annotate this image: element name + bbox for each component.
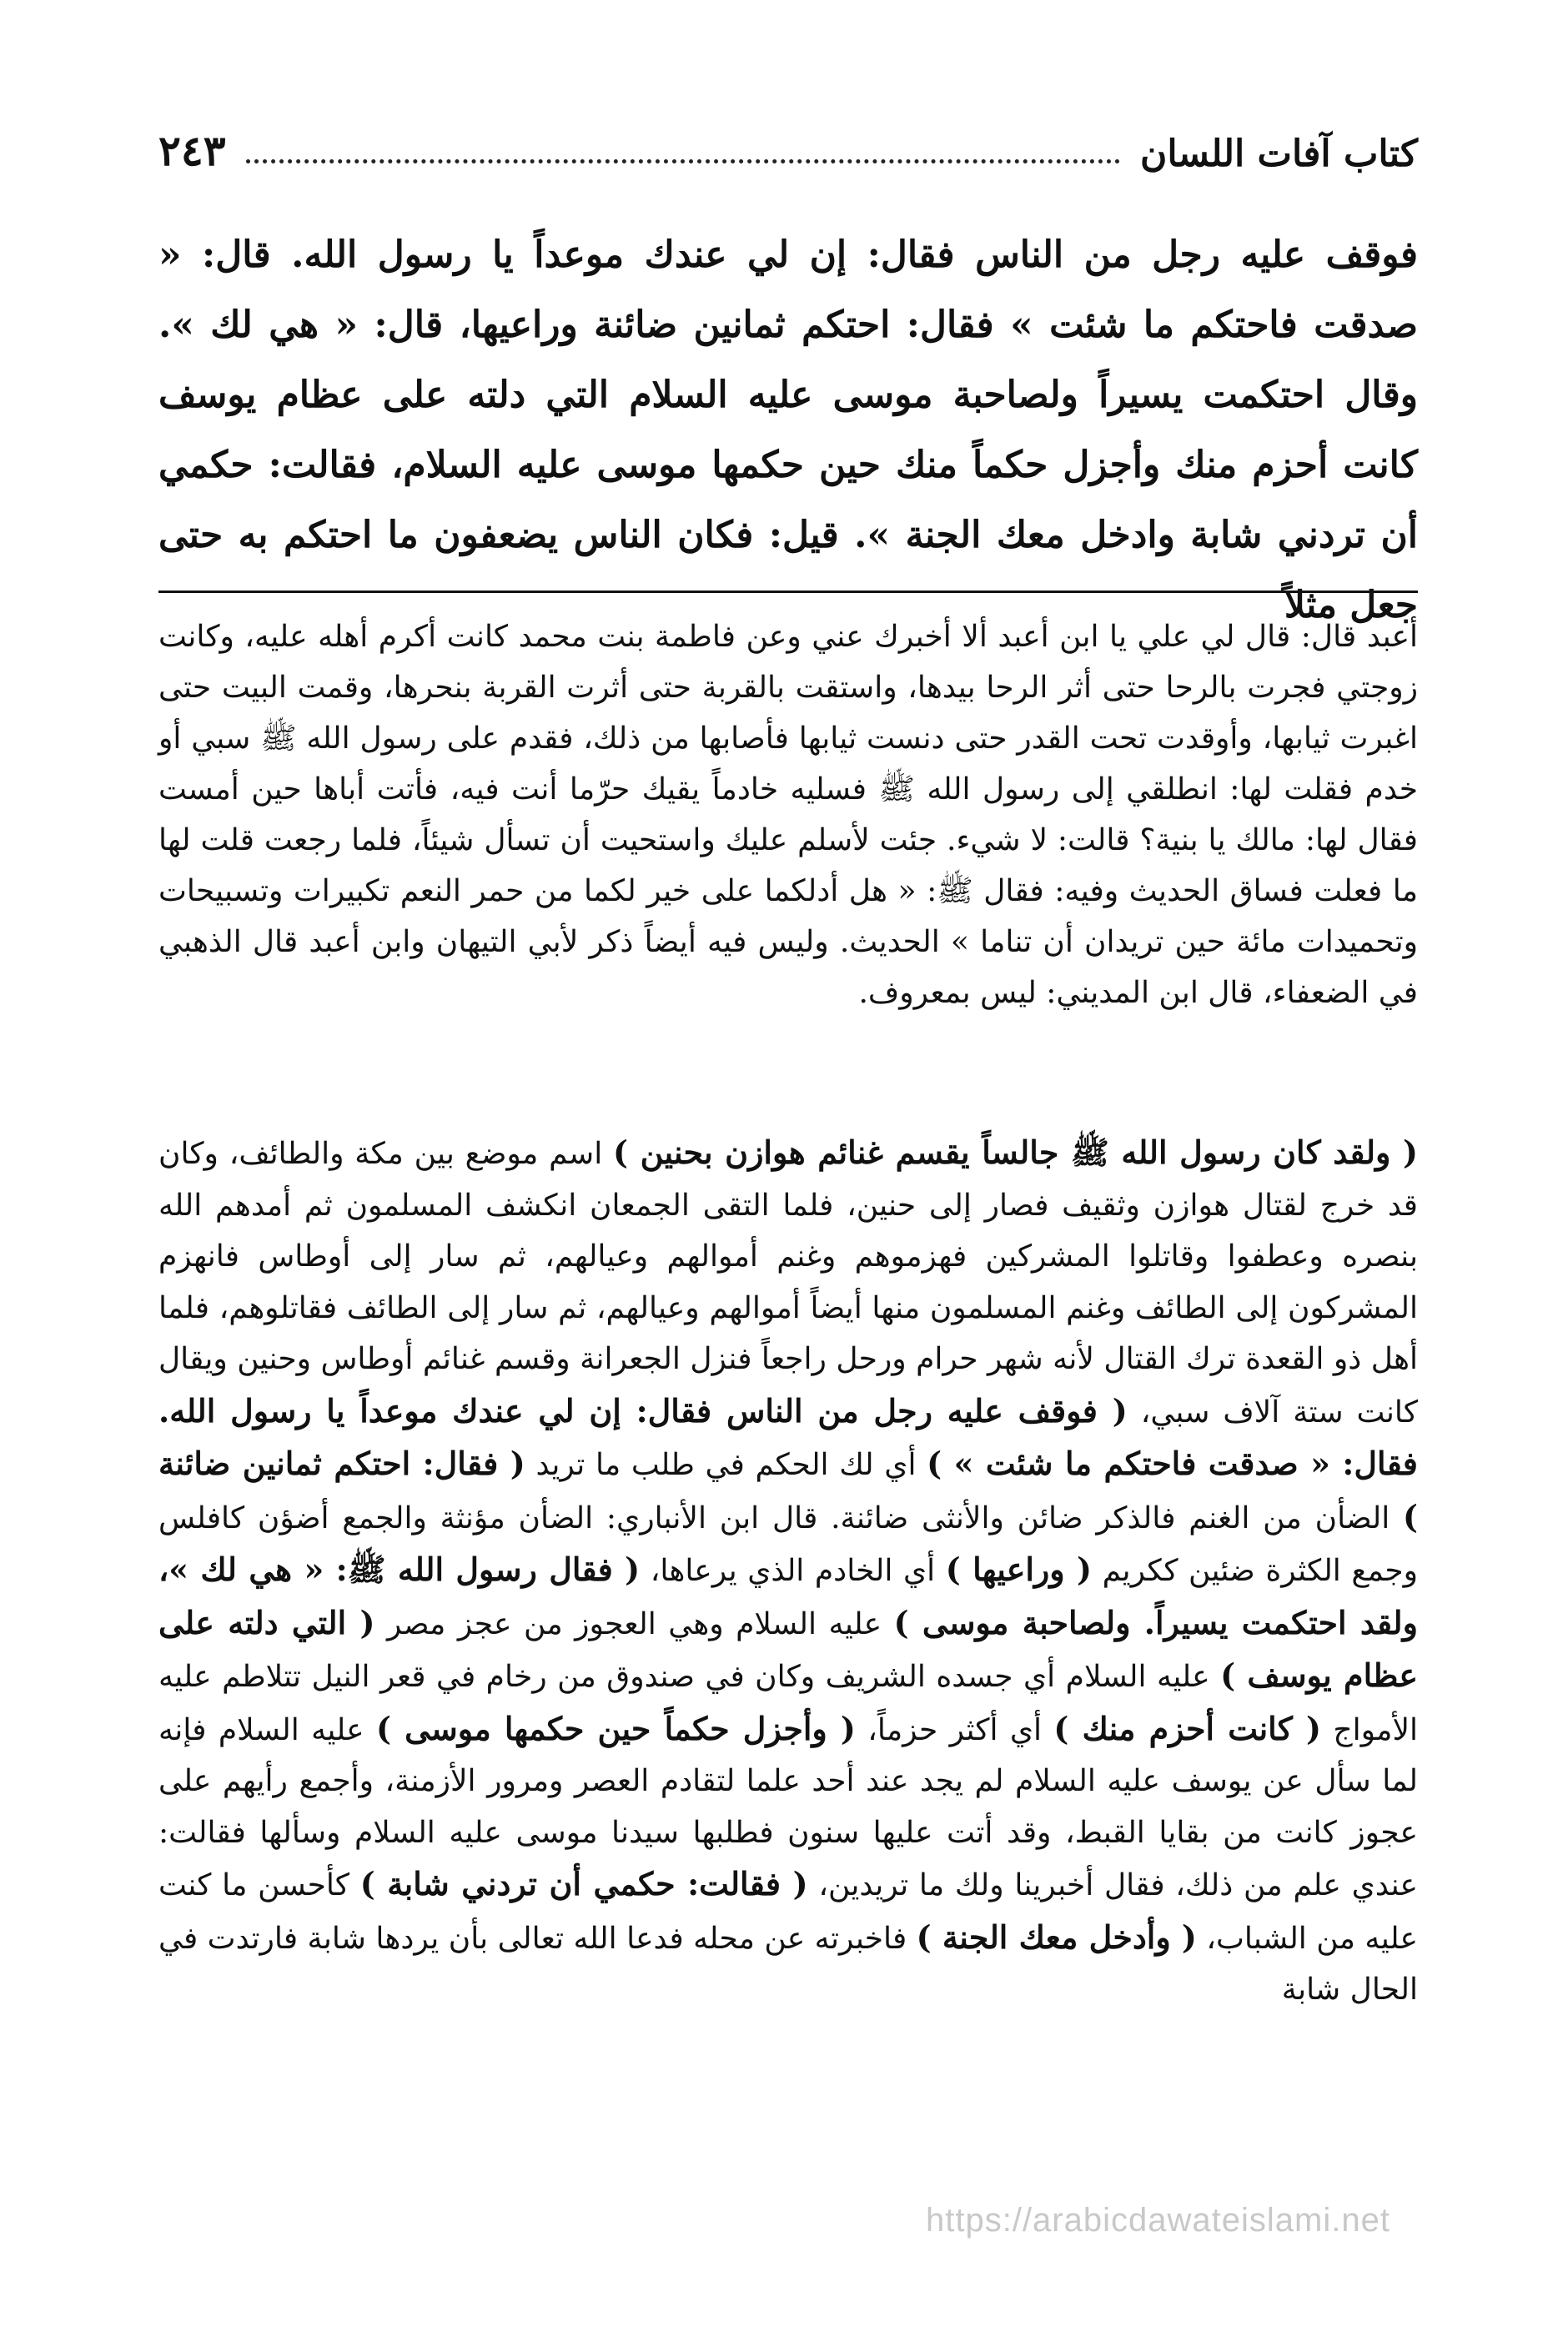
footnote-separator	[158, 591, 1418, 593]
quoted-hadith-text: ( وأدخل معك الجنة )	[916, 1917, 1197, 1956]
footnote-text: أعبد قال: قال لي علي يا ابن أعبد ألا أخبرك عني وعن فاطمة بنت محمد كانت أكرم أهله عليه، وكانت زوجتي فجرت بالرحا حتى أثر الرحا بيدها، واستقت بالقربة حتى أثرت القربة بنحرها، وقمت البيت حتى اغبرت ثيابها، وأوقدت تحت القدر حتى دنست ثيابها فأصابها من ذلك، فقدم على رسول الله ﷺ سبي أو خدم فقلت لها: انطلقي إلى رسول الله ﷺ فسليه خادماً يقيك حرّما أنت فيه، فأتت أباها حين أمست فقال لها: مالك يا بنية؟ قالت: لا شيء. جئت لأسلم عليك واستحيت أن تسأل شيئاً، فلما رجعت قلت لها ما فعلت فساق الحديث وفيه: فقال ﷺ: « هل أدلكما على خير لكما من حمر النعم تكبيرات وتسبيحات وتحميدات مائة حين تريدان أن تناما » الحديث. وليس فيه أيضاً ذكر لأبي التيهان وابن أعبد قال الذهبي في الضعفاء، قال ابن المديني: ليس بمعروف.	[158, 620, 1418, 1010]
book-title: كتاب آفات اللسان	[1140, 133, 1418, 175]
quoted-hadith-text: ( فقالت: حكمي أن تردني شابة )	[359, 1865, 808, 1902]
quoted-hadith-text: ( ولقد كان رسول الله ﷺ جالساً يقسم غنائم هوازن بحنين )	[613, 1133, 1418, 1171]
quoted-hadith-text: ( وأجزل حكماً حين حكمها موسى )	[376, 1709, 856, 1747]
page-number: ٢٤٣	[158, 126, 226, 175]
commentary-run: عليه السلام فإنه لما سأل عن يوسف عليه السلام لم يجد عند أحد علما لتقادم العصر ومرور الأزمنة، وأجمع رأيهم على عجوز كانت من بقايا القبط، وقد أتت عليها سنون فطلبها سيدنا موسى عليه السلام وسألها فقالت: عندي علم من ذلك، فقال أخبرينا ولك ما تريدين،	[158, 1712, 1419, 1902]
commentary-run: كأحسن ما كنت عليه من الشباب،	[158, 1868, 1418, 1956]
commentary-run: اسم موضع بين مكة والطائف، وكان قد خرج لقتال هوازن وثقيف فصار إلى حنين، فلما التقى الجمعان انكشف المسلمون ثم أمدهم الله بنصره وعطفوا وقاتلوا المشركين فهزموهم وغنم أموالهم وعيالهم، ثم سار إلى أوطاس فانهزم المشركون إلى الطائف وغنم المسلمون منها أيضاً أموالهم وعيالهم، ثم سار إلى الطائف فقاتلوهم، فلما أهل ذو القعدة ترك القتال لأنه شهر حرام ورحل راجعاً فنزل الجعرانة وقسم غنائم أوطاس وحنين ويقال كانت ستة آلاف سبي،	[158, 1137, 1418, 1430]
quoted-hadith-text: ( فقال رسول الله ﷺ: « هي لك »، ولقد احتكمت يسيراً. ولصاحبة موسى )	[158, 1550, 1418, 1641]
commentary-run: أي لك الحكم في طلب ما تريد	[525, 1448, 927, 1482]
quoted-hadith-text: ( وراعيها )	[945, 1550, 1092, 1588]
watermark-url: https://arabicdawateislami.net	[926, 2202, 1390, 2239]
quoted-hadith-text: ( فوقف عليه رجل من الناس فقال: إن لي عندك موعداً يا رسول الله. فقال: « صدقت فاحتكم ما شئت » )	[158, 1391, 1418, 1482]
quoted-hadith-text: ( فقال: احتكم ثمانين ضائنة )	[158, 1445, 1418, 1535]
header-dot-leader	[246, 159, 1120, 163]
book-page	[158, 117, 1418, 2161]
main-text: فوقف عليه رجل من الناس فقال: إن لي عندك موعداً يا رسول الله. قال: « صدقت فاحتكم ما شئت » فقال: احتكم ثمانين ضائنة وراعيها، قال: « هي لك ». وقال احتكمت يسيراً ولصاحبة موسى عليه السلام التي دلته على عظام يوسف كانت أحزم منك وأجزل حكماً منك حين حكمها موسى عليه السلام، فقالت: حكمي أن تردني شابة وادخل معك الجنة ». قيل: فكان الناس يضعفون ما احتكم به حتى جعل مثلاً	[158, 234, 1418, 626]
quoted-hadith-text: ( التي دلته على عظام يوسف )	[158, 1603, 1418, 1694]
quoted-hadith-text: ( كانت أحزم منك )	[1053, 1709, 1321, 1747]
commentary-run: عليه السلام وهي العجوز من عجز مصر	[374, 1606, 894, 1641]
commentary-run: أي أكثر حزماً،	[855, 1712, 1054, 1747]
running-header	[158, 117, 1418, 175]
commentary-run: أي الخادم الذي يرعاها،	[640, 1554, 946, 1588]
commentary-text	[158, 1127, 1418, 2161]
commentary-run: فاخبرته عن محله فدعا الله تعالى بأن يردها شابة فارتدت في الحال شابة	[158, 1921, 1418, 2007]
commentary-run: الضأن من الغنم فالذكر ضائن والأنثى ضائنة. قال ابن الأنباري: الضأن مؤنثة والجمع أضؤن كافلس وجمع الكثرة ضئين ككريم	[158, 1500, 1418, 1588]
commentary-run: عليه السلام أي جسده الشريف وكان في صندوق من رخام في قعر النيل تتلاطم عليه الأمواج	[158, 1660, 1418, 1747]
